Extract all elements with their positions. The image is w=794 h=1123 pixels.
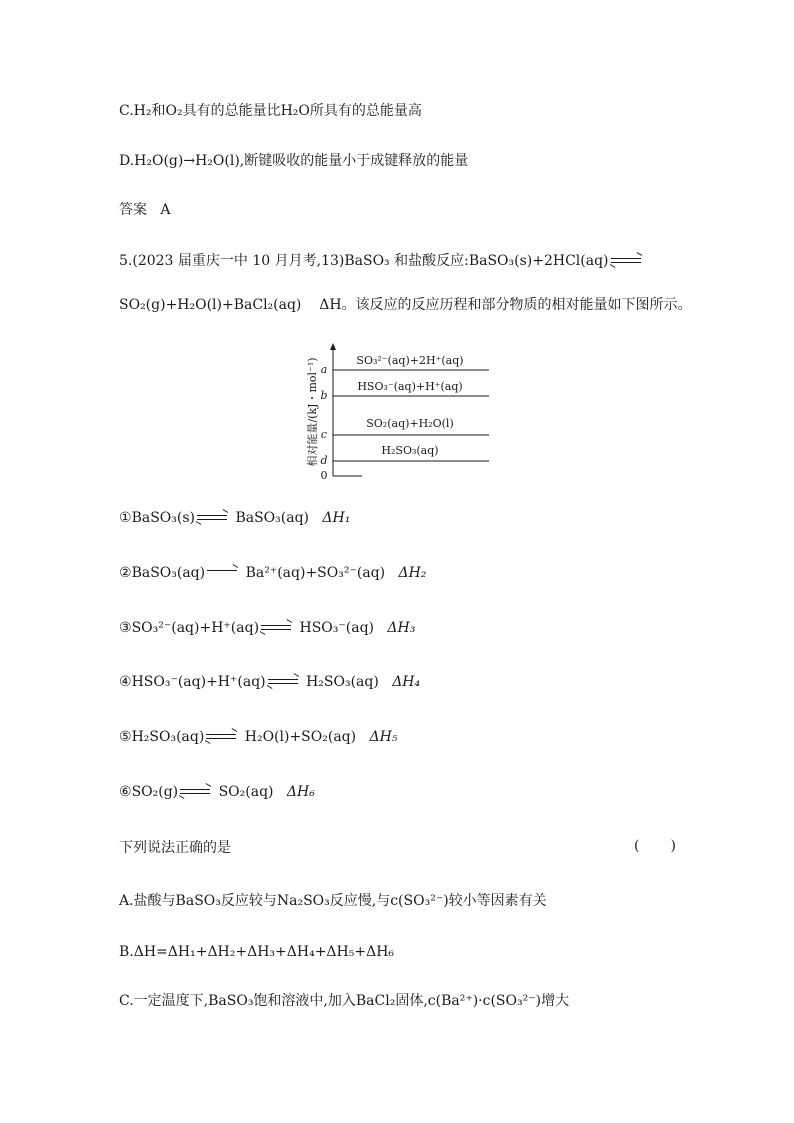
question5-intro-text: 5.(2023 届重庆一中 10 月月考,13)BaSO₃ 和盐酸反应:BaSO₃(s)+2HCl(aq) — [119, 253, 609, 269]
reversible-arrow-icon — [268, 678, 298, 686]
energy-level-diagram — [298, 340, 498, 480]
option-d-prev: D.H₂O(g)→H₂O(l),断键吸收的能量小于成键释放的能量 — [119, 153, 469, 169]
option-c-prev: C.H₂和O₂具有的总能量比H₂O所具有的总能量高 — [119, 103, 422, 119]
step-2-lhs: BaSO₃(aq) — [131, 565, 206, 581]
level-d-species: H₂SO₃(aq) — [381, 444, 439, 457]
step-3-rhs: HSO₃⁻(aq) — [299, 620, 375, 636]
reversible-arrow-icon — [611, 257, 641, 265]
step-5 — [119, 727, 397, 747]
level-d-letter: d — [320, 454, 328, 467]
step-3-number: ③ — [119, 620, 132, 636]
answer-blank-open: ( — [634, 838, 640, 854]
question5-products: SO₂(g)+H₂O(l)+BaCl₂(aq) — [119, 297, 302, 313]
answer-value: A — [160, 202, 171, 218]
reversible-arrow-icon — [197, 514, 227, 522]
answer-blank-close: ) — [670, 838, 676, 854]
step-4-number: ④ — [119, 674, 132, 690]
option-a: A.盐酸与BaSO₃反应较与Na₂SO₃反应慢,与c(SO₃²⁻)较小等因素有关 — [119, 893, 547, 909]
question5-description: ΔH。该反应的反应历程和部分物质的相对能量如下图所示。 — [319, 297, 692, 313]
reversible-arrow-icon — [206, 733, 236, 741]
answer-blank — [634, 838, 676, 854]
step-5-lhs: H₂SO₃(aq) — [131, 729, 205, 745]
level-b-species: HSO₃⁻(aq)+H⁺(aq) — [357, 380, 463, 393]
question5-intro-line2 — [119, 295, 692, 315]
step-1-dh: ΔH₁ — [322, 510, 351, 526]
origin-label: 0 — [320, 469, 328, 480]
y-axis-arrow-icon — [330, 343, 336, 350]
step-2 — [119, 563, 426, 583]
level-c-letter: c — [320, 428, 328, 441]
step-5-dh: ΔH₅ — [369, 729, 398, 745]
step-1-lhs: BaSO₃(s) — [131, 510, 195, 526]
step-3 — [119, 618, 415, 638]
level-a-species: SO₃²⁻(aq)+2H⁺(aq) — [356, 354, 464, 367]
step-4-rhs: H₂SO₃(aq) — [306, 674, 379, 690]
step-6-number: ⑥ — [119, 784, 132, 800]
option-b: B.ΔH=ΔH₁+ΔH₂+ΔH₃+ΔH₄+ΔH₅+ΔH₆ — [119, 944, 395, 960]
answer-label: 答案 — [119, 202, 147, 218]
step-6-lhs: SO₂(g) — [131, 784, 179, 800]
step-6 — [119, 782, 315, 802]
y-axis-label: 相对能量/(kJ・mol⁻¹) — [306, 357, 319, 467]
step-6-dh: ΔH₆ — [286, 784, 315, 800]
step-2-rhs: Ba²⁺(aq)+SO₃²⁻(aq) — [245, 565, 386, 581]
step-2-dh: ΔH₂ — [398, 565, 427, 581]
step-1 — [119, 508, 350, 528]
step-4-dh: ΔH₄ — [392, 674, 421, 690]
answer-line — [119, 200, 170, 220]
level-b-letter: b — [320, 389, 328, 402]
reversible-arrow-icon — [261, 624, 291, 632]
step-5-rhs: H₂O(l)+SO₂(aq) — [244, 729, 357, 745]
step-5-number: ⑤ — [119, 729, 132, 745]
level-c-species: SO₂(aq)+H₂O(l) — [366, 417, 454, 430]
question-stem: 下列说法正确的是 — [119, 840, 231, 856]
question5-intro-line1 — [119, 251, 645, 271]
step-3-dh: ΔH₃ — [387, 620, 416, 636]
option-c: C.一定温度下,BaSO₃饱和溶液中,加入BaCl₂固体,c(Ba²⁺)·c(SO₃²⁻)增大 — [119, 993, 570, 1009]
step-1-number: ① — [119, 510, 132, 526]
step-2-number: ② — [119, 565, 132, 581]
step-4 — [119, 672, 420, 692]
step-4-lhs: HSO₃⁻(aq)+H⁺(aq) — [131, 674, 266, 690]
equals-arrow-icon — [207, 569, 237, 577]
reversible-arrow-icon — [180, 788, 210, 796]
step-1-rhs: BaSO₃(aq) — [235, 510, 310, 526]
step-6-rhs: SO₂(aq) — [218, 784, 274, 800]
level-a-letter: a — [320, 363, 328, 376]
step-3-lhs: SO₃²⁻(aq)+H⁺(aq) — [131, 620, 260, 636]
